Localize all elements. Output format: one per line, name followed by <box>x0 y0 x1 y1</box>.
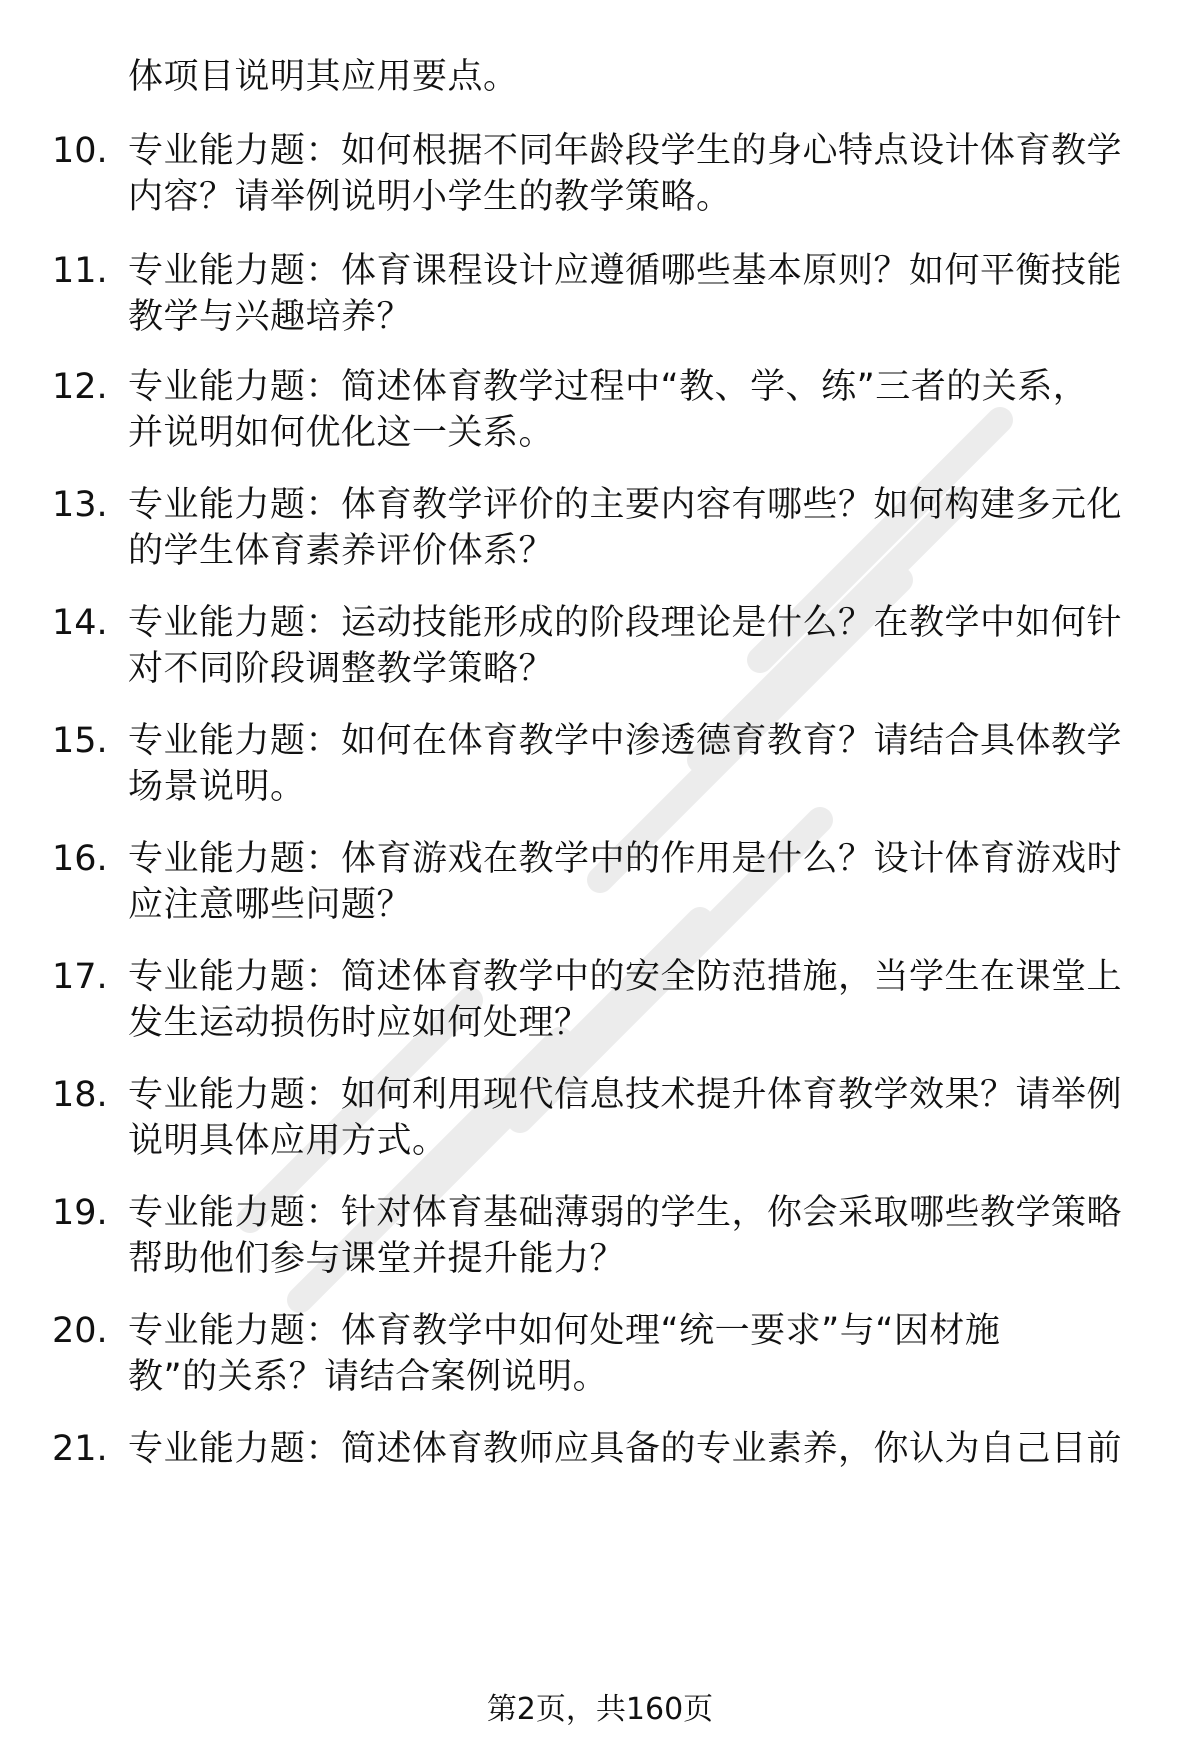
item-number: 14. <box>52 603 108 643</box>
item-text-line: 专业能力题：体育教学中如何处理“统一要求”与“因材施 <box>128 1311 1001 1351</box>
page-footer: 第2页，共160页 <box>486 1692 714 1727</box>
item-number: 15. <box>52 721 108 761</box>
item-text-line: 说明具体应用方式。 <box>128 1121 448 1161</box>
item-text-line: 教学与兴趣培养？ <box>128 297 413 337</box>
item-number: 12. <box>52 367 108 407</box>
item-text-line: 专业能力题：简述体育教师应具备的专业素养，你认为自己目前 <box>128 1429 1123 1469</box>
item-text-line: 专业能力题：如何在体育教学中渗透德育教育？请结合具体教学 <box>128 721 1123 761</box>
item-text-line: 专业能力题：运动技能形成的阶段理论是什么？在教学中如何针 <box>128 603 1123 643</box>
item-number: 17. <box>52 957 108 997</box>
item-text-line: 专业能力题：如何根据不同年龄段学生的身心特点设计体育教学 <box>128 131 1123 171</box>
item-text-line: 专业能力题：简述体育教学中的安全防范措施，当学生在课堂上 <box>128 957 1123 997</box>
item-text-line: 发生运动损伤时应如何处理？ <box>128 1003 590 1043</box>
item-text-line: 并说明如何优化这一关系。 <box>128 413 555 453</box>
item-number: 13. <box>52 485 108 525</box>
item-text-line: 专业能力题：针对体育基础薄弱的学生，你会采取哪些教学策略 <box>128 1193 1123 1233</box>
item-text-line: 专业能力题：体育教学评价的主要内容有哪些？如何构建多元化 <box>128 485 1123 525</box>
item-text-line: 应注意哪些问题？ <box>128 885 413 925</box>
item-text-line: 专业能力题：如何利用现代信息技术提升体育教学效果？请举例 <box>128 1075 1123 1115</box>
item-number: 21. <box>52 1429 108 1469</box>
item-text-line: 场景说明。 <box>128 767 306 807</box>
item-text-line: 的学生体育素养评价体系？ <box>128 531 555 571</box>
item-number: 16. <box>52 839 108 879</box>
item-text-line: 专业能力题：体育课程设计应遵循哪些基本原则？如何平衡技能 <box>128 251 1123 291</box>
item-text-line: 内容？请举例说明小学生的教学策略。 <box>128 177 732 217</box>
item-text-line: 帮助他们参与课堂并提升能力？ <box>128 1239 626 1279</box>
item-number: 18. <box>52 1075 108 1115</box>
item-text-line: 教”的关系？请结合案例说明。 <box>128 1357 609 1397</box>
item-number: 20. <box>52 1311 108 1351</box>
item-text-line: 对不同阶段调整教学策略？ <box>128 649 555 689</box>
item-number: 10. <box>52 131 108 171</box>
item-number: 11. <box>52 251 108 291</box>
item-text-line: 专业能力题：体育游戏在教学中的作用是什么？设计体育游戏时 <box>128 839 1123 879</box>
continuation-line: 体项目说明其应用要点。 <box>128 57 519 97</box>
item-number: 19. <box>52 1193 108 1233</box>
item-text-line: 专业能力题：简述体育教学过程中“教、学、练”三者的关系， <box>128 367 1089 407</box>
